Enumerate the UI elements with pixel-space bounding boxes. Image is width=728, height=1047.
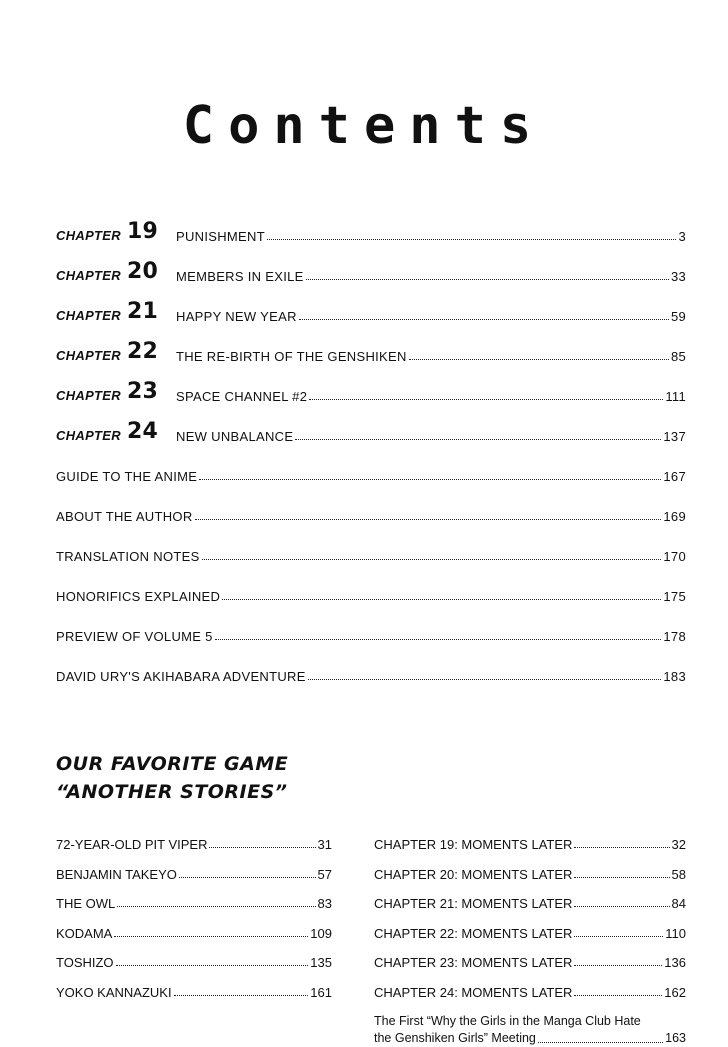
story-title: CHAPTER 24: MOMENTS LATER <box>374 984 573 1000</box>
toc-chapter-row[interactable] <box>56 244 686 284</box>
story-title: CHAPTER 20: MOMENTS LATER <box>374 866 573 882</box>
page-number: 58 <box>671 866 686 882</box>
story-row[interactable] <box>374 889 686 919</box>
page-number: 31 <box>317 837 332 853</box>
dot-leader <box>299 319 669 320</box>
dot-leader <box>574 995 662 996</box>
toc-extra-row[interactable] <box>56 644 686 684</box>
dot-leader <box>309 399 663 400</box>
page-number: 170 <box>663 549 686 564</box>
extra-title: ABOUT THE AUTHOR <box>56 509 193 524</box>
page-number: 85 <box>670 349 686 364</box>
chapter-word: CHAPTER <box>56 428 121 443</box>
page-number: 167 <box>663 469 686 484</box>
chapter-word: CHAPTER <box>56 348 121 363</box>
special-story-line1: The First “Why the Girls in the Manga Club Hate <box>374 1014 641 1028</box>
story-row[interactable] <box>56 889 332 919</box>
chapter-word: CHAPTER <box>56 268 121 283</box>
dot-leader <box>215 639 662 640</box>
page-number: 84 <box>671 896 686 912</box>
chapter-word: CHAPTER <box>56 228 121 243</box>
toc-chapter-row[interactable] <box>56 404 686 444</box>
toc-chapter-row[interactable] <box>56 324 686 364</box>
chapter-word: CHAPTER <box>56 388 121 403</box>
toc-chapter-row[interactable] <box>56 204 686 244</box>
chapter-title: MEMBERS IN EXILE <box>176 269 304 284</box>
page-number: 161 <box>310 984 332 1000</box>
chapter-title: HAPPY NEW YEAR <box>176 309 297 324</box>
story-row[interactable] <box>56 860 332 890</box>
story-row[interactable] <box>374 948 686 978</box>
dot-leader <box>409 359 669 360</box>
toc-extra-row[interactable] <box>56 524 686 564</box>
story-title: YOKO KANNAZUKI <box>56 984 172 1000</box>
dot-leader <box>222 599 661 600</box>
story-row[interactable] <box>374 978 686 1008</box>
chapter-title: PUNISHMENT <box>176 229 265 244</box>
page-number: 32 <box>671 837 686 853</box>
page-number: 136 <box>664 955 686 971</box>
dot-leader <box>174 995 309 996</box>
extra-title: TRANSLATION NOTES <box>56 549 200 564</box>
story-title: CHAPTER 19: MOMENTS LATER <box>374 837 573 853</box>
page-number: 183 <box>663 669 686 684</box>
chapter-title: NEW UNBALANCE <box>176 429 294 444</box>
chapter-number: 24 <box>126 419 159 444</box>
dot-leader <box>267 239 677 240</box>
chapter-label <box>56 301 176 324</box>
chapter-label <box>56 421 176 444</box>
page-number: 110 <box>665 925 686 941</box>
story-row[interactable] <box>374 830 686 860</box>
page-number: 137 <box>663 429 686 444</box>
story-row[interactable] <box>56 919 332 949</box>
toc-extra-row[interactable] <box>56 604 686 644</box>
dot-leader <box>209 847 315 848</box>
dot-leader <box>116 965 309 966</box>
dot-leader <box>117 906 315 907</box>
story-title: CHAPTER 22: MOMENTS LATER <box>374 925 573 941</box>
dot-leader <box>202 559 662 560</box>
special-story-line2: the Genshiken Girls” Meeting <box>374 1031 536 1045</box>
page-number: 3 <box>678 229 686 244</box>
extra-title: GUIDE TO THE ANIME <box>56 469 198 484</box>
section-heading <box>56 750 288 806</box>
extra-title: PREVIEW OF VOLUME 5 <box>56 629 213 644</box>
story-title: BENJAMIN TAKEYO <box>56 866 177 882</box>
page-number: 33 <box>670 269 686 284</box>
page-number: 59 <box>670 309 686 324</box>
chapter-number: 21 <box>126 299 159 324</box>
dot-leader <box>538 1042 663 1043</box>
chapter-title: SPACE CHANNEL #2 <box>176 389 308 404</box>
dot-leader <box>295 439 661 440</box>
dot-leader <box>179 877 316 878</box>
dot-leader <box>195 519 662 520</box>
extra-title: HONORIFICS EXPLAINED <box>56 589 221 604</box>
chapter-title: THE RE-BIRTH OF THE GENSHIKEN <box>176 349 407 364</box>
chapter-word: CHAPTER <box>56 308 121 323</box>
page-number: 178 <box>663 629 686 644</box>
stories-left-column <box>56 830 332 1007</box>
chapter-number: 19 <box>126 219 159 244</box>
extra-title: DAVID URY'S AKIHABARA ADVENTURE <box>56 669 306 684</box>
chapter-number: 23 <box>126 379 159 404</box>
page-number: 109 <box>310 925 332 941</box>
story-row[interactable] <box>374 919 686 949</box>
page-number: 83 <box>317 896 332 912</box>
section-heading-line1: OUR FAVORITE GAME <box>56 753 289 775</box>
toc-extra-row[interactable] <box>56 564 686 604</box>
story-row[interactable] <box>374 860 686 890</box>
story-title: TOSHIZO <box>56 955 114 971</box>
story-title: KODAMA <box>56 925 113 941</box>
story-row[interactable] <box>56 948 332 978</box>
chapter-label <box>56 221 176 244</box>
page-number: 163 <box>665 1031 686 1045</box>
dot-leader <box>308 679 662 680</box>
page-number: 169 <box>663 509 686 524</box>
dot-leader <box>574 936 663 937</box>
page-number: 162 <box>664 984 686 1000</box>
page-title: Contents <box>182 96 546 156</box>
dot-leader <box>574 847 669 848</box>
dot-leader <box>574 877 669 878</box>
page-number: 57 <box>317 866 332 882</box>
toc-extra-row[interactable] <box>56 484 686 524</box>
special-story-entry[interactable] <box>374 1013 686 1047</box>
chapter-label <box>56 381 176 404</box>
section-heading-line2: “ANOTHER STORIES” <box>56 781 288 803</box>
dot-leader <box>574 965 662 966</box>
dot-leader <box>199 479 661 480</box>
toc-chapter-row[interactable] <box>56 364 686 404</box>
story-title: THE OWL <box>56 896 116 912</box>
page-number: 111 <box>665 389 686 404</box>
story-row[interactable] <box>56 830 332 860</box>
toc-chapter-row[interactable] <box>56 284 686 324</box>
toc-extra-row[interactable] <box>56 444 686 484</box>
story-title: CHAPTER 23: MOMENTS LATER <box>374 955 573 971</box>
chapter-number: 22 <box>126 339 159 364</box>
dot-leader <box>114 936 308 937</box>
toc-list <box>56 204 686 684</box>
dot-leader <box>574 906 669 907</box>
stories-right-column <box>374 830 686 1047</box>
page-number: 135 <box>310 955 332 971</box>
dot-leader <box>306 279 669 280</box>
story-title: CHAPTER 21: MOMENTS LATER <box>374 896 573 912</box>
story-title: 72-YEAR-OLD PIT VIPER <box>56 837 208 853</box>
chapter-label <box>56 341 176 364</box>
story-row[interactable] <box>56 978 332 1008</box>
page-number: 175 <box>663 589 686 604</box>
chapter-number: 20 <box>126 259 159 284</box>
chapter-label <box>56 261 176 284</box>
